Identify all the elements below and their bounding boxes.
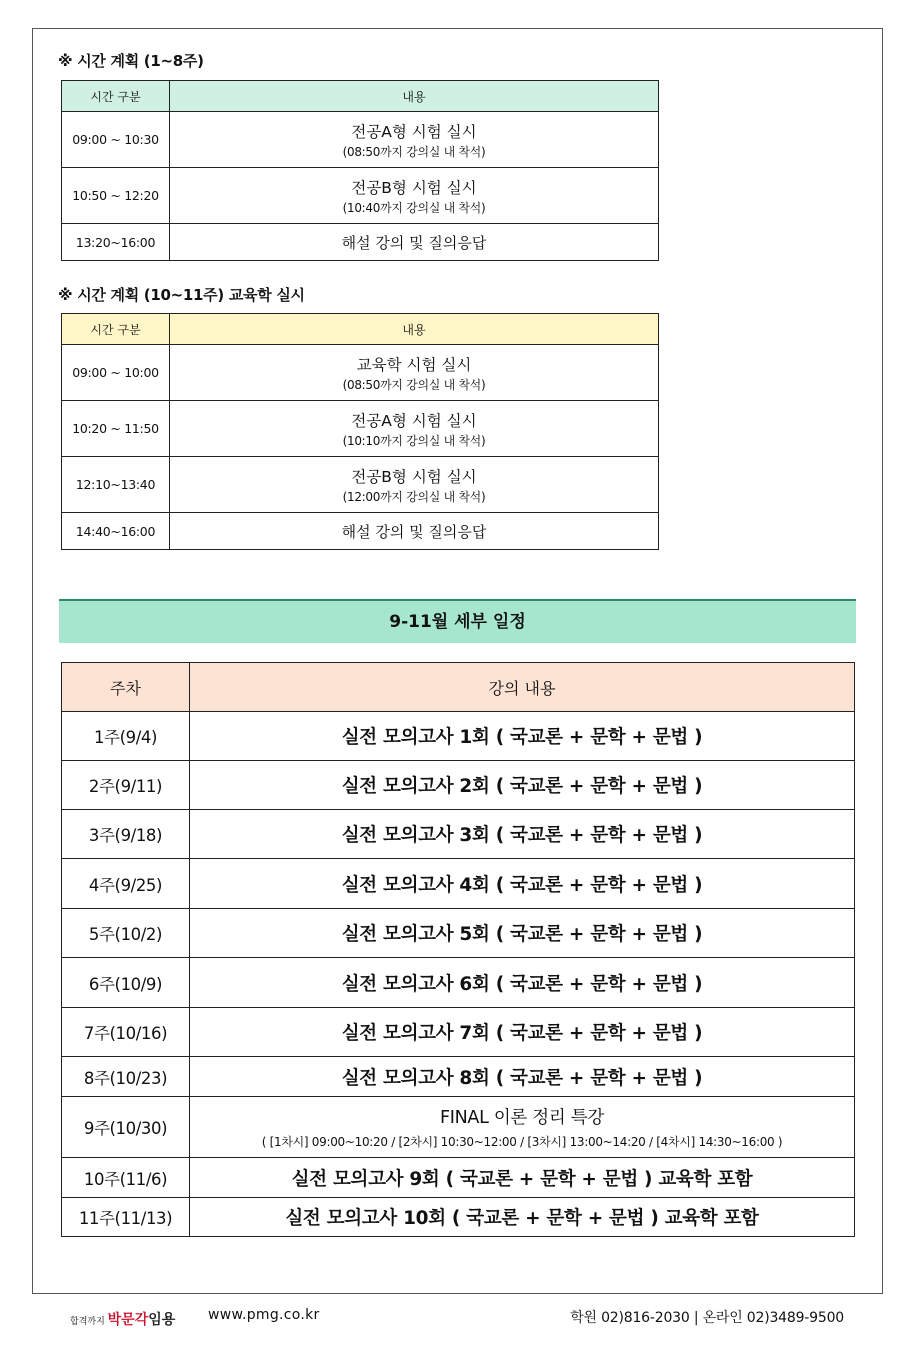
lecture-cell: 실전 모의고사 4회 ( 국교론 + 문학 + 문법 ) [190,859,855,909]
table-row [62,1008,855,1057]
table-row [62,513,659,550]
table-row [62,1097,855,1158]
weekly-schedule-table [61,662,855,1237]
content-main: 교육학 시험 실시 [356,355,472,374]
content-cell [170,112,659,168]
lecture-cell: 실전 모의고사 5회 ( 국교론 + 문학 + 문법 ) [190,909,855,958]
page-footer [70,1302,844,1332]
content-cell [170,168,659,224]
week-cell: 10주(11/6) [62,1158,190,1198]
lecture-cell: 실전 모의고사 1회 ( 국교론 + 문학 + 문법 ) [190,712,855,761]
week-cell: 2주(9/11) [62,761,190,810]
week-cell: 3주(9/18) [62,810,190,859]
table-header-row [62,663,855,712]
week-cell: 1주(9/4) [62,712,190,761]
content-sub: (10:40까지 강의실 내 착석) [342,200,486,215]
time-cell: 13:20~16:00 [62,224,170,261]
lecture-cell: 실전 모의고사 10회 ( 국교론 + 문학 + 문법 ) 교육학 포함 [190,1198,855,1237]
brand-logo [70,1309,175,1329]
week-cell: 11주(11/13) [62,1198,190,1237]
lecture-cell: 실전 모의고사 9회 ( 국교론 + 문학 + 문법 ) 교육학 포함 [190,1158,855,1198]
lecture-cell: 실전 모의고사 7회 ( 국교론 + 문학 + 문법 ) [190,1008,855,1057]
table-row [62,168,659,224]
content-cell [170,457,659,513]
lecture-cell: 실전 모의고사 3회 ( 국교론 + 문학 + 문법 ) [190,810,855,859]
table-row [62,457,659,513]
lecture-cell: 실전 모의고사 6회 ( 국교론 + 문학 + 문법 ) [190,958,855,1008]
content-sub: (08:50까지 강의실 내 착석) [342,144,486,159]
table-row [62,958,855,1008]
time-cell: 12:10~13:40 [62,457,170,513]
table-row [62,224,659,261]
table-row [62,810,855,859]
section1-title: ※ 시간 계획 (1~8주) [58,52,204,70]
table-row [62,1158,855,1198]
header-time: 시간 구분 [62,81,170,112]
schedule-banner: 9-11월 세부 일정 [59,599,856,643]
week-cell: 8주(10/23) [62,1057,190,1097]
content-cell: 해설 강의 및 질의응답 [170,513,659,550]
header-lecture: 강의 내용 [190,663,855,712]
header-time: 시간 구분 [62,314,170,345]
lecture-cell [190,1097,855,1158]
week-cell: 9주(10/30) [62,1097,190,1158]
content-cell [170,401,659,457]
table-header-row [62,314,659,345]
time-cell: 10:20 ~ 11:50 [62,401,170,457]
content-main: 전공A형 시험 실시 [351,122,477,141]
table-row [62,859,855,909]
week-cell: 4주(9/25) [62,859,190,909]
content-main: 전공A형 시험 실시 [351,411,477,430]
lecture-title: FINAL 이론 정리 특강 [440,1108,604,1128]
table-row [62,1057,855,1097]
content-sub: (10:10까지 강의실 내 착석) [342,433,486,448]
table-row [62,761,855,810]
table-header-row [62,81,659,112]
table-row [62,112,659,168]
header-week: 주차 [62,663,190,712]
time-cell: 14:40~16:00 [62,513,170,550]
header-content: 내용 [170,81,659,112]
schedule-table-weeks-1-8 [61,80,659,261]
lecture-cell: 실전 모의고사 2회 ( 국교론 + 문학 + 문법 ) [190,761,855,810]
brand-tagline: 합격까지 [70,1317,105,1327]
header-content: 내용 [170,314,659,345]
table-row [62,1198,855,1237]
week-cell: 5주(10/2) [62,909,190,958]
brand-suffix: 임용 [148,1312,176,1328]
week-cell: 7주(10/16) [62,1008,190,1057]
brand-name: 박문각 [107,1312,149,1328]
table-row [62,401,659,457]
contact-info: 학원 02)816-2030 | 온라인 02)3489-9500 [570,1310,844,1326]
content-sub: (12:00까지 강의실 내 착석) [342,489,486,504]
time-cell: 09:00 ~ 10:00 [62,345,170,401]
week-cell: 6주(10/9) [62,958,190,1008]
content-sub: (08:50까지 강의실 내 착석) [342,377,486,392]
table-row [62,712,855,761]
content-main: 전공B형 시험 실시 [351,467,477,486]
content-main: 전공B형 시험 실시 [351,178,477,197]
content-cell [170,345,659,401]
section2-title: ※ 시간 계획 (10~11주) 교육학 실시 [58,286,305,304]
lecture-cell: 실전 모의고사 8회 ( 국교론 + 문학 + 문법 ) [190,1057,855,1097]
table-row [62,909,855,958]
time-cell: 10:50 ~ 12:20 [62,168,170,224]
lecture-detail: ( [1차시] 09:00~10:20 / [2차시] 10:30~12:00 / [3차시] 13:00~14:20 / [4차시] 14:30~16:00 ) [261,1135,783,1149]
content-cell: 해설 강의 및 질의응답 [170,224,659,261]
table-row [62,345,659,401]
schedule-table-weeks-10-11 [61,313,659,550]
time-cell: 09:00 ~ 10:30 [62,112,170,168]
website-link[interactable]: www.pmg.co.kr [208,1307,320,1323]
